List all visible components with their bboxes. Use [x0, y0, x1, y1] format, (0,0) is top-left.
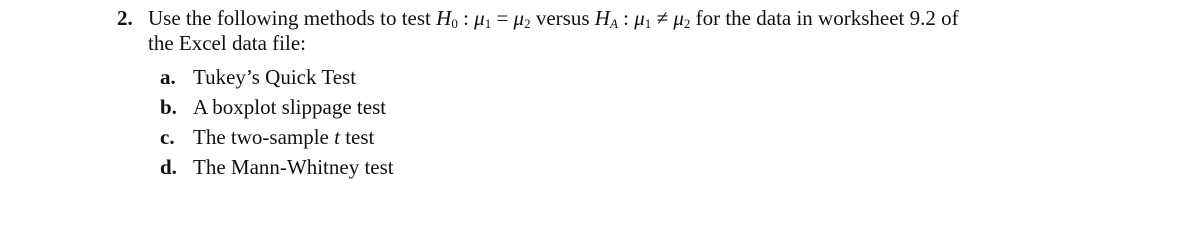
part-d-label: d. [160, 155, 177, 179]
problem-number: 2. [117, 6, 133, 30]
mu2-symbol: μ [513, 6, 525, 30]
mu1-subscript: 1 [484, 16, 492, 31]
part-c-text-after: test [339, 125, 375, 149]
part-b [160, 92, 394, 122]
part-b-text: A boxplot slippage test [193, 95, 387, 119]
stem-line-2: the Excel data file: [148, 31, 307, 55]
null-hypothesis-h0 [436, 6, 458, 30]
part-c [160, 122, 394, 152]
part-b-label: b. [160, 95, 177, 119]
part-c-label: c. [160, 125, 175, 149]
mu2-alt-subscript: 2 [683, 16, 691, 31]
alternative-hypothesis-ha [595, 6, 618, 30]
h0-colon: : [457, 6, 475, 30]
equals-sign: = [491, 6, 514, 30]
part-a [160, 62, 394, 92]
mu2-subscript: 2 [524, 16, 531, 31]
not-equals-sign: ≠ [651, 6, 674, 30]
problem-parts-list [160, 62, 394, 182]
part-d [160, 152, 394, 182]
ha-symbol: H [594, 6, 610, 30]
part-c-italic-t: t [334, 125, 340, 149]
mu1-alt-subscript: 1 [644, 16, 652, 31]
versus-word: versus [530, 6, 595, 30]
mu1-symbol: μ [474, 6, 485, 30]
part-d-text: The Mann-Whitney test [193, 155, 394, 179]
part-c-text-before: The two-sample [193, 125, 335, 149]
ha-subscript: A [609, 16, 618, 31]
problem-2 [117, 6, 1177, 56]
stem-line-1-prefix: Use the following methods to test [148, 6, 437, 30]
stem-line-1 [148, 6, 1177, 31]
mu1-alt-symbol: μ [634, 6, 645, 30]
mu2-alt-symbol: μ [673, 6, 684, 30]
part-a-text: Tukey’s Quick Test [193, 65, 357, 89]
stem-line-1-suffix: for the data in worksheet 9.2 of [690, 6, 959, 30]
h0-symbol: H [436, 6, 452, 30]
h0-subscript: 0 [451, 16, 458, 31]
problem-stem [148, 6, 1177, 56]
part-a-label: a. [160, 65, 176, 89]
ha-colon: : [617, 6, 635, 30]
